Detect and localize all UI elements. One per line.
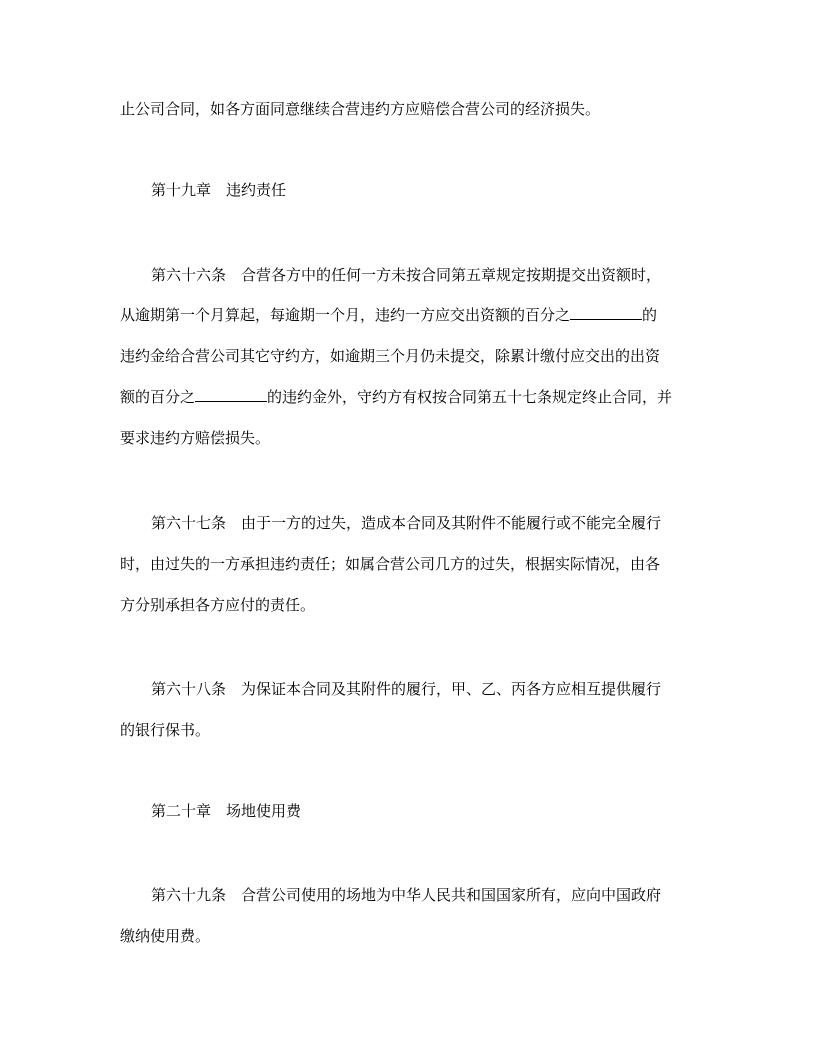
article-line: 第六十七条 由于一方的过失，造成本合同及其附件不能履行或不能完全履行 (151, 514, 662, 532)
article-line: 违约金给合营公司其它守约方，如逾期三个月仍未提交，除累计缴付应交出的出资 (120, 347, 661, 365)
line-text: 的 (642, 306, 658, 324)
line-text: 从逾期第一个月算起，每逾期一个月，违约一方应交出资额的百分之 (120, 306, 571, 324)
article-line: 第六十八条 为保证本合同及其附件的履行，甲、乙、丙各方应相互提供履行 (151, 680, 662, 698)
article-line: 的银行保书。 (120, 721, 211, 739)
fill-in-blank (570, 305, 642, 320)
chapter-heading: 第二十章 场地使用费 (151, 802, 302, 820)
line-text: 额的百分之 (120, 388, 196, 406)
fill-in-blank (195, 387, 267, 402)
article-line: 要求违约方赔偿损失。 (120, 429, 271, 447)
article-line: 缴纳使用费。 (120, 927, 211, 945)
article-line: 方分别承担各方应付的责任。 (120, 596, 316, 614)
chapter-heading: 第十九章 违约责任 (151, 181, 287, 199)
paragraph-line: 止公司合同，如各方面同意继续合营违约方应赔偿合营公司的经济损失。 (120, 100, 601, 118)
article-line: 第六十六条 合营各方中的任何一方未按合同第五章规定按期提交出资额时， (151, 266, 662, 284)
article-line: 时，由过失的一方承担违约责任；如属合营公司几方的过失，根据实际情况，由各 (120, 555, 661, 573)
article-line: 第六十九条 合营公司使用的场地为中华人民共和国国家所有，应向中国政府 (151, 886, 662, 904)
line-text: 的违约金外，守约方有权按合同第五十七条规定终止合同，并 (267, 388, 673, 406)
article-line (120, 387, 672, 407)
article-line (120, 305, 657, 325)
